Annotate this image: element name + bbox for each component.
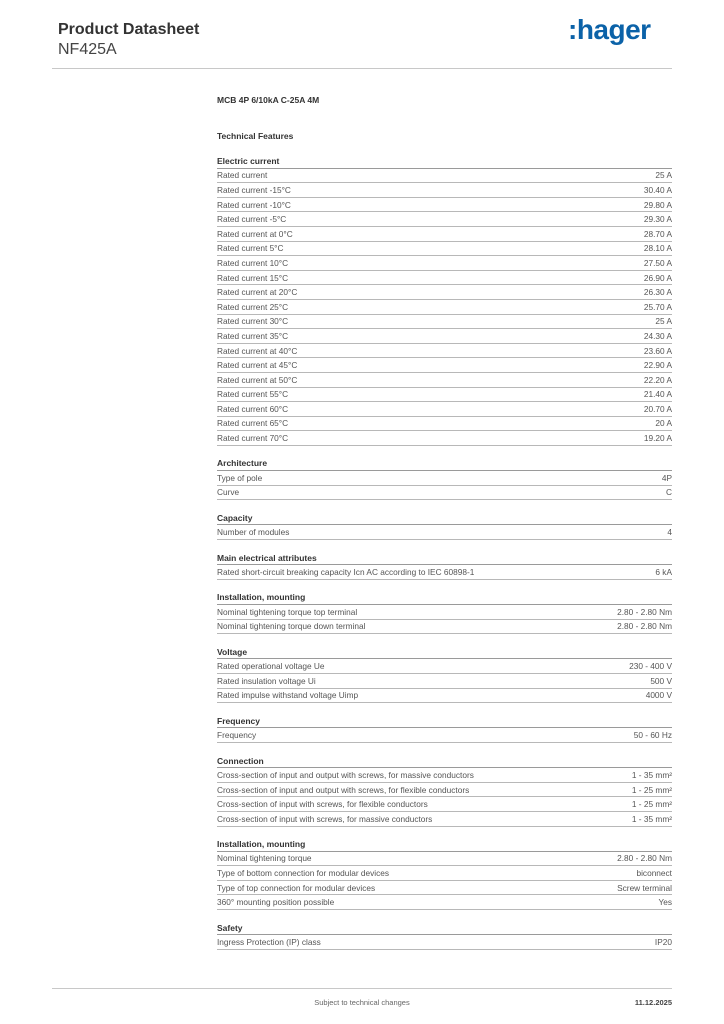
feature-label: Type of bottom connection for modular devices — [217, 868, 390, 879]
feature-label: Nominal tightening torque — [217, 853, 312, 864]
feature-label: Rated current at 45°C — [217, 360, 298, 371]
feature-label: Number of modules — [217, 527, 290, 538]
feature-label: Rated current at 50°C — [217, 374, 298, 385]
feature-label: Rated operational voltage Ue — [217, 661, 325, 672]
feature-value: 50 - 60 Hz — [633, 730, 672, 741]
feature-label: Rated current 30°C — [217, 316, 289, 327]
feature-value: 22.20 A — [643, 374, 672, 385]
footer-date: 11.12.2025 — [634, 998, 672, 1007]
feature-row — [217, 935, 672, 950]
feature-value: 230 - 400 V — [629, 661, 672, 672]
datasheet-content — [217, 94, 672, 961]
product-reference: NF425A — [58, 41, 117, 58]
feature-label: Rated current 5°C — [217, 243, 284, 254]
feature-value: 29.80 A — [643, 199, 672, 210]
feature-section — [217, 922, 672, 950]
feature-value: 23.60 A — [643, 345, 672, 356]
feature-label: Rated current 65°C — [217, 418, 289, 429]
feature-section — [217, 591, 672, 634]
feature-row — [217, 659, 672, 674]
feature-row — [217, 895, 672, 910]
feature-value: 1 - 25 mm² — [631, 799, 672, 810]
feature-value: Yes — [658, 897, 672, 908]
feature-label: Rated current at 20°C — [217, 287, 298, 298]
feature-sections — [217, 155, 672, 950]
feature-label: Rated current — [217, 170, 268, 181]
section-title: Main electrical attributes — [217, 552, 672, 566]
feature-label: Rated current 55°C — [217, 389, 289, 400]
feature-row — [217, 881, 672, 896]
section-title: Voltage — [217, 646, 672, 660]
feature-label: Type of top connection for modular devices — [217, 882, 376, 893]
feature-label: Cross-section of input with screws, for flexible conductors — [217, 799, 428, 810]
feature-label: Nominal tightening torque top terminal — [217, 606, 358, 617]
feature-value: 20.70 A — [643, 403, 672, 414]
feature-label: Rated current -15°C — [217, 184, 291, 195]
section-title: Installation, mounting — [217, 838, 672, 852]
feature-value: 30.40 A — [643, 184, 672, 195]
feature-label: Frequency — [217, 730, 257, 741]
feature-label: Rated current at 40°C — [217, 345, 298, 356]
product-name: MCB 4P 6/10kA C-25A 4M — [217, 95, 320, 105]
section-title: Electric current — [217, 155, 672, 169]
feature-label: Rated current 10°C — [217, 257, 289, 268]
hager-logo: :hager — [568, 14, 651, 45]
feature-row — [217, 227, 672, 242]
feature-value: 20 A — [655, 418, 672, 429]
feature-row — [217, 256, 672, 271]
feature-row — [217, 768, 672, 783]
feature-row — [217, 329, 672, 344]
feature-value: 25 A — [655, 170, 672, 181]
feature-label: Cross-section of input with screws, for massive conductors — [217, 813, 433, 824]
feature-value: 25 A — [655, 316, 672, 327]
feature-section — [217, 838, 672, 910]
feature-row — [217, 198, 672, 213]
feature-value: 2.80 - 2.80 Nm — [617, 606, 672, 617]
feature-value: 1 - 25 mm² — [631, 784, 672, 795]
feature-value: 28.70 A — [643, 228, 672, 239]
feature-section — [217, 512, 672, 540]
feature-value: 2.80 - 2.80 Nm — [617, 621, 672, 632]
feature-value: Screw terminal — [617, 882, 672, 893]
technical-features-heading: Technical Features — [217, 131, 294, 141]
feature-value: IP20 — [654, 937, 672, 948]
feature-row — [217, 242, 672, 257]
section-title: Frequency — [217, 715, 672, 729]
feature-label: Type of pole — [217, 472, 263, 483]
feature-row — [217, 471, 672, 486]
feature-row — [217, 866, 672, 881]
feature-row — [217, 620, 672, 635]
header-divider — [52, 68, 672, 69]
feature-row — [217, 797, 672, 812]
feature-row — [217, 689, 672, 704]
feature-label: Rated current 35°C — [217, 330, 289, 341]
feature-row — [217, 728, 672, 743]
feature-row — [217, 812, 672, 827]
feature-section — [217, 755, 672, 827]
section-title: Connection — [217, 755, 672, 769]
feature-value: 1 - 35 mm² — [631, 769, 672, 780]
section-title: Installation, mounting — [217, 591, 672, 605]
feature-value: 21.40 A — [643, 389, 672, 400]
feature-value: 28.10 A — [643, 243, 672, 254]
feature-row — [217, 605, 672, 620]
feature-label: Rated insulation voltage Ui — [217, 675, 316, 686]
footer-note: Subject to technical changes — [314, 998, 410, 1007]
feature-value: 4000 V — [645, 690, 672, 701]
feature-row — [217, 169, 672, 184]
feature-row — [217, 344, 672, 359]
feature-value: 26.30 A — [643, 287, 672, 298]
feature-row — [217, 373, 672, 388]
feature-row — [217, 565, 672, 580]
feature-row — [217, 525, 672, 540]
feature-label: Rated current 60°C — [217, 403, 289, 414]
feature-value: C — [666, 487, 672, 498]
document-title: Product Datasheet — [58, 21, 200, 38]
feature-row — [217, 358, 672, 373]
feature-section — [217, 715, 672, 743]
document-header — [58, 20, 199, 60]
feature-label: Ingress Protection (IP) class — [217, 937, 321, 948]
feature-section — [217, 457, 672, 500]
feature-label: Rated short-circuit breaking capacity Icn AC according to IEC 60898-1 — [217, 567, 475, 578]
footer-divider — [52, 988, 672, 989]
feature-section — [217, 155, 672, 446]
feature-label: Rated current 25°C — [217, 301, 289, 312]
feature-value: 4P — [661, 472, 672, 483]
feature-value: 500 V — [650, 675, 672, 686]
feature-value: 4 — [667, 527, 672, 538]
feature-row — [217, 271, 672, 286]
feature-row — [217, 402, 672, 417]
feature-value: 19.20 A — [643, 433, 672, 444]
feature-label: Rated impulse withstand voltage Uimp — [217, 690, 359, 701]
feature-value: 26.90 A — [643, 272, 672, 283]
feature-section — [217, 646, 672, 703]
feature-row — [217, 852, 672, 867]
feature-value: 6 kA — [655, 567, 672, 578]
feature-value: 1 - 35 mm² — [631, 813, 672, 824]
feature-row — [217, 674, 672, 689]
section-title: Capacity — [217, 512, 672, 526]
feature-row — [217, 431, 672, 446]
feature-value: 27.50 A — [643, 257, 672, 268]
feature-value: biconnect — [636, 868, 672, 879]
section-title: Safety — [217, 922, 672, 936]
feature-value: 29.30 A — [643, 214, 672, 225]
feature-row — [217, 315, 672, 330]
feature-label: Cross-section of input and output with screws, for massive conductors — [217, 769, 474, 780]
feature-row — [217, 417, 672, 432]
feature-label: Rated current 70°C — [217, 433, 289, 444]
feature-row — [217, 183, 672, 198]
feature-row — [217, 783, 672, 798]
feature-row — [217, 486, 672, 501]
feature-label: Rated current -5°C — [217, 214, 287, 225]
feature-value: 25.70 A — [643, 301, 672, 312]
feature-value: 22.90 A — [643, 360, 672, 371]
feature-label: 360° mounting position possible — [217, 897, 335, 908]
feature-row — [217, 212, 672, 227]
feature-row — [217, 388, 672, 403]
feature-row — [217, 285, 672, 300]
feature-value: 2.80 - 2.80 Nm — [617, 853, 672, 864]
feature-label: Rated current -10°C — [217, 199, 291, 210]
feature-section — [217, 552, 672, 580]
feature-label: Curve — [217, 487, 240, 498]
feature-label: Rated current 15°C — [217, 272, 289, 283]
feature-row — [217, 300, 672, 315]
feature-label: Cross-section of input and output with screws, for flexible conductors — [217, 784, 470, 795]
feature-label: Rated current at 0°C — [217, 228, 293, 239]
feature-value: 24.30 A — [643, 330, 672, 341]
section-title: Architecture — [217, 457, 672, 471]
feature-label: Nominal tightening torque down terminal — [217, 621, 366, 632]
